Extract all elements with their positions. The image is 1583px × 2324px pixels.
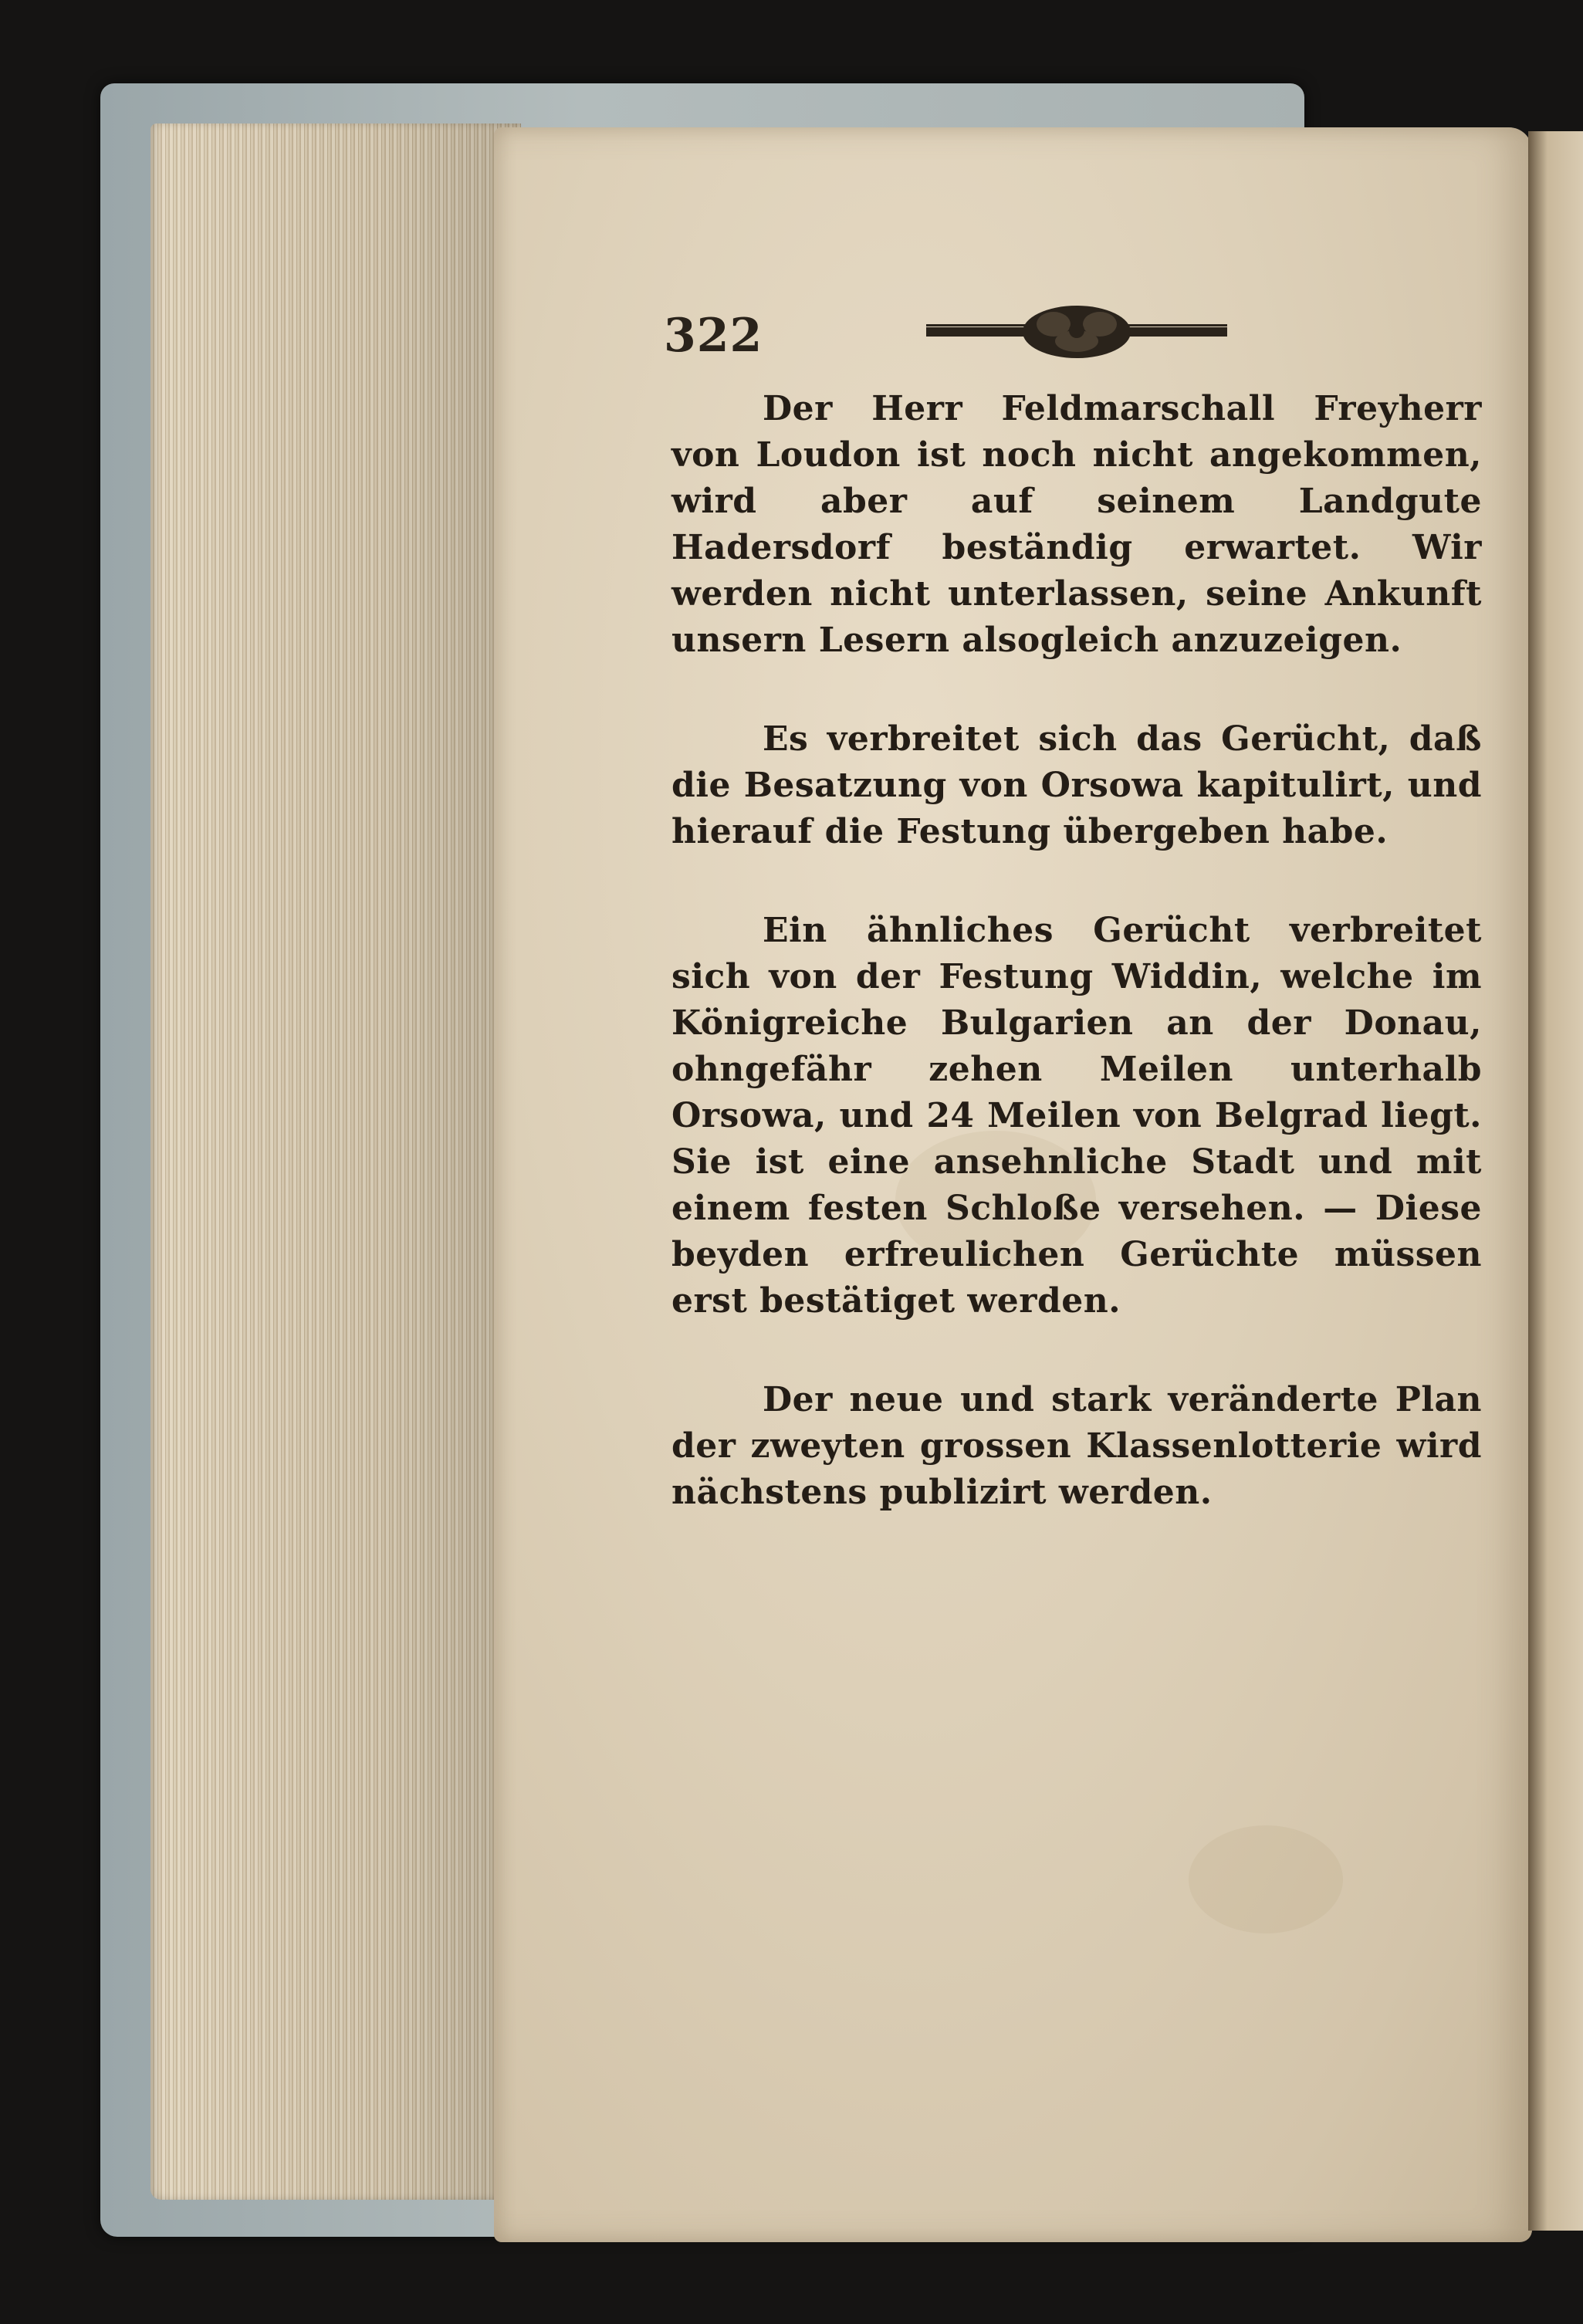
page-number: 322: [664, 309, 763, 363]
paragraph: Es verbreitet sich das Gerücht, daß die Besatzung von Orsowa kapitulirt, und hierauf die Festung übergeben habe.: [671, 719, 1482, 851]
decorative-rule-icon: [926, 301, 1227, 363]
paragraph: Ein ähnliches Gerücht verbreitet sich von der Festung Widdin, welche im Königreiche Bulgarien an der Donau, ohngefähr zehen Meilen unterhalb Orsowa, und 24 Meilen von Belgrad liegt. Sie ist eine ansehnliche Stadt und mit einem festen Schloße versehen. — Diese beyden erfreulichen Gerüchte müssen erst bestätiget werden.: [671, 911, 1482, 1321]
page-edges: [151, 123, 521, 2200]
article-text: [671, 386, 1482, 1568]
paragraph: Der Herr Feldmarschall Freyherr von Loudon ist noch nicht angekommen, wird aber auf seinem Landgute Hadersdorf beständig erwartet. Wir werden nicht unterlassen, seine Ankunft unsern Lesern alsogleich anzuzeigen.: [671, 389, 1482, 660]
paragraph: Der neue und stark veränderte Plan der zweyten grossen Klassenlotterie wird nächstens publizirt werden.: [671, 1380, 1482, 1512]
paper-stain: [1189, 1825, 1343, 1933]
facing-page-gutter: [1528, 131, 1583, 2231]
